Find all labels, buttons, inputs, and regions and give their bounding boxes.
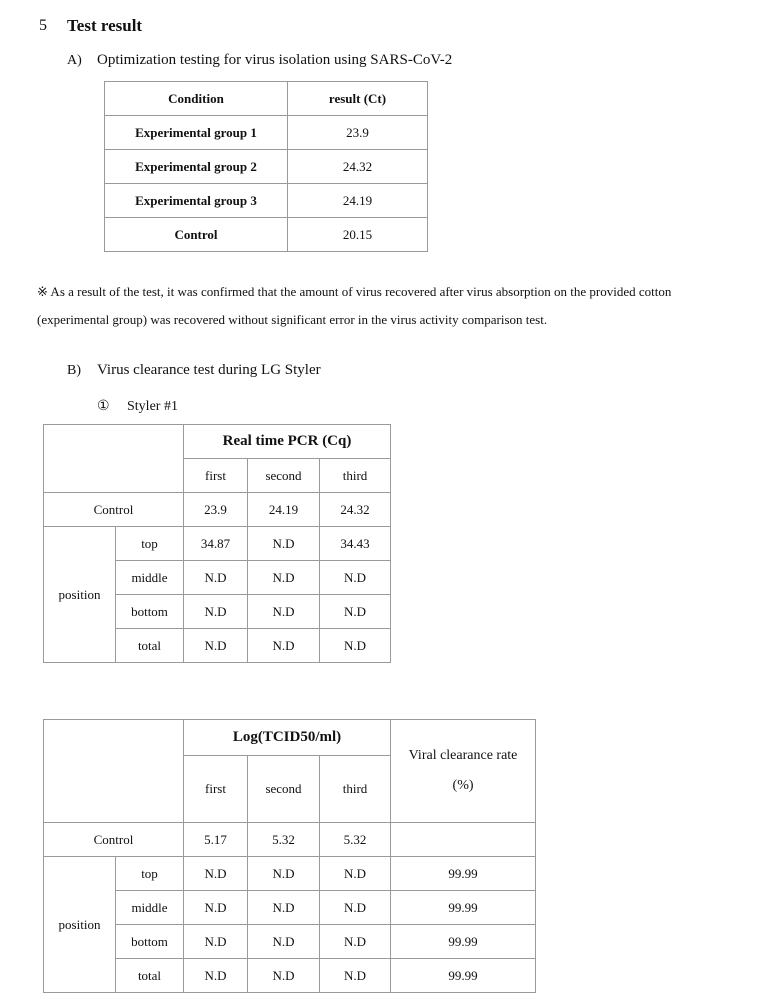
table-header-row — [44, 425, 391, 459]
rate-cell: 99.99 — [391, 857, 536, 891]
cell — [391, 823, 536, 857]
part-b-heading — [67, 362, 321, 379]
control-label: Control — [44, 823, 184, 857]
table-row — [44, 857, 536, 891]
cell: N.D — [248, 561, 320, 595]
row-label: bottom — [116, 925, 184, 959]
row-label: total — [116, 959, 184, 993]
styler-subheading — [97, 398, 178, 415]
table-header-row — [44, 720, 536, 756]
table-row — [44, 891, 536, 925]
row-result: 20.15 — [288, 218, 428, 252]
cell: 23.9 — [184, 493, 248, 527]
cell: 5.32 — [320, 823, 391, 857]
cell: N.D — [320, 595, 391, 629]
row-label: top — [116, 857, 184, 891]
cell: N.D — [184, 959, 248, 993]
corner-cell — [44, 720, 184, 823]
header-result: result (Ct) — [288, 82, 428, 116]
clearance-rate-header-line2: (%) — [452, 778, 474, 793]
clearance-rate-header-line1: Viral clearance rate — [408, 748, 518, 763]
table-row — [105, 184, 428, 218]
row-label: total — [116, 629, 184, 663]
row-condition: Experimental group 3 — [105, 184, 288, 218]
row-label: bottom — [116, 595, 184, 629]
cell: N.D — [248, 857, 320, 891]
table-row — [44, 925, 536, 959]
table-row — [105, 218, 428, 252]
control-row — [44, 493, 391, 527]
cell: N.D — [248, 595, 320, 629]
col-third: third — [320, 459, 391, 493]
row-result: 23.9 — [288, 116, 428, 150]
part-b-label: B) — [67, 363, 81, 378]
row-condition: Control — [105, 218, 288, 252]
cell: N.D — [184, 925, 248, 959]
header-condition: Condition — [105, 82, 288, 116]
rate-cell: 99.99 — [391, 891, 536, 925]
cell: N.D — [320, 629, 391, 663]
part-a-heading — [67, 52, 452, 69]
cell: N.D — [320, 959, 391, 993]
cell: 34.43 — [320, 527, 391, 561]
row-condition: Experimental group 1 — [105, 116, 288, 150]
result-note: ※ As a result of the test, it was confirmed that the amount of virus recovered after virus absorption on the provided cotton (experimental group) was recovered without significant error in the virus activity comparison test. — [37, 284, 672, 327]
cell: N.D — [248, 629, 320, 663]
row-label: middle — [116, 891, 184, 925]
position-label: position — [44, 857, 116, 993]
row-label: middle — [116, 561, 184, 595]
cell: N.D — [320, 561, 391, 595]
cell: N.D — [184, 857, 248, 891]
col-second: second — [248, 756, 320, 823]
cell: 5.17 — [184, 823, 248, 857]
part-a-label: A) — [67, 53, 82, 68]
pcr-table — [43, 424, 391, 663]
position-label: position — [44, 527, 116, 663]
cell: N.D — [184, 629, 248, 663]
col-first: first — [184, 756, 248, 823]
row-condition: Experimental group 2 — [105, 150, 288, 184]
clearance-rate-header — [391, 720, 536, 823]
col-second: second — [248, 459, 320, 493]
pcr-header: Real time PCR (Cq) — [184, 425, 391, 459]
table-header-row — [105, 82, 428, 116]
cell: N.D — [320, 857, 391, 891]
rate-cell: 99.99 — [391, 959, 536, 993]
styler-title: Styler #1 — [127, 399, 178, 414]
ct-result-table — [104, 81, 428, 252]
cell: N.D — [248, 891, 320, 925]
table-row — [105, 150, 428, 184]
styler-number: ① — [97, 399, 110, 414]
cell: N.D — [184, 595, 248, 629]
cell: N.D — [248, 527, 320, 561]
section-number: 5 — [39, 17, 47, 34]
cell: N.D — [184, 891, 248, 925]
cell: 34.87 — [184, 527, 248, 561]
row-result: 24.32 — [288, 150, 428, 184]
table-row — [44, 527, 391, 561]
part-a-title: Optimization testing for virus isolation using SARS-CoV-2 — [97, 52, 453, 68]
control-row — [44, 823, 536, 857]
cell: N.D — [320, 925, 391, 959]
cell: 24.32 — [320, 493, 391, 527]
table-row — [44, 959, 536, 993]
table-row — [105, 116, 428, 150]
corner-cell — [44, 425, 184, 493]
cell: 24.19 — [248, 493, 320, 527]
cell: 5.32 — [248, 823, 320, 857]
cell: N.D — [184, 561, 248, 595]
tcid-table — [43, 719, 536, 993]
cell: N.D — [248, 959, 320, 993]
col-first: first — [184, 459, 248, 493]
section-title: Test result — [67, 16, 143, 35]
rate-cell: 99.99 — [391, 925, 536, 959]
control-label: Control — [44, 493, 184, 527]
tcid-header: Log(TCID50/ml) — [184, 720, 391, 756]
row-result: 24.19 — [288, 184, 428, 218]
part-b-title: Virus clearance test during LG Styler — [97, 362, 321, 378]
row-label: top — [116, 527, 184, 561]
col-third: third — [320, 756, 391, 823]
cell: N.D — [248, 925, 320, 959]
cell: N.D — [320, 891, 391, 925]
